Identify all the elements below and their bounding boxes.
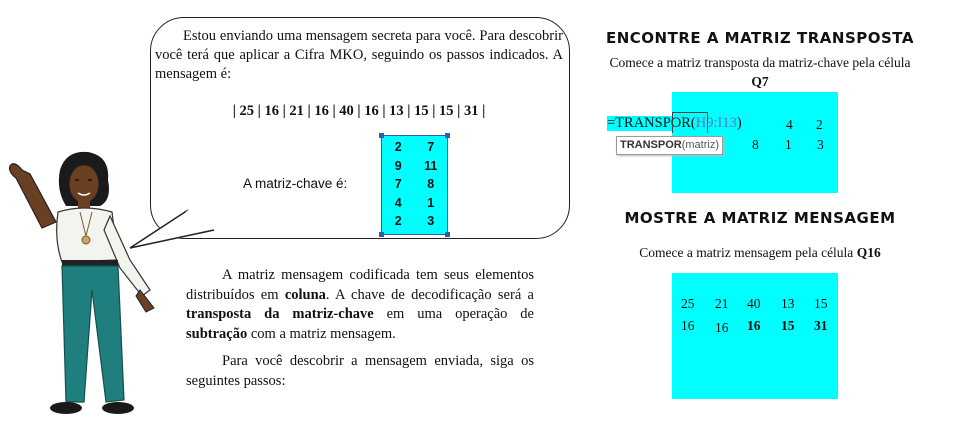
teacher-illustration xyxy=(0,150,170,423)
transposta-value: 2 xyxy=(816,117,823,132)
mensagem-value: 40 xyxy=(747,296,761,311)
key-matrix[interactable] xyxy=(381,135,448,235)
transposta-value: 3 xyxy=(817,137,824,152)
key-cell: 9 xyxy=(394,158,402,173)
key-cell: 2 xyxy=(394,140,402,155)
mensagem-value: 13 xyxy=(781,296,795,311)
transposta-cell: Q7 xyxy=(751,74,769,89)
bubble-intro-text: Estou enviando uma mensagem secreta para você. Para descobrir você terá que aplicar a Cifra MKO, seguindo os passos indicados. A mensagem é: xyxy=(155,28,563,82)
steps-paragraph: Para você descobrir a mensagem enviada, siga os seguintes passos: xyxy=(186,353,534,389)
transposta-instruction: Comece a matriz transposta da matriz-chave pela célula xyxy=(609,55,911,70)
mensagem-instruction: Comece a matriz mensagem pela célula Q16 xyxy=(639,245,881,260)
key-matrix-label: A matriz-chave é: xyxy=(243,176,348,191)
transposta-title: ENCONTRE A MATRIZ TRANSPOSTA xyxy=(605,29,914,47)
mensagem-value: 31 xyxy=(814,318,828,333)
key-cell: 4 xyxy=(394,195,402,210)
key-cell: 1 xyxy=(427,195,435,210)
key-cell: 11 xyxy=(424,158,438,173)
transposta-value: 1 xyxy=(785,137,792,152)
mensagem-value: 16 xyxy=(747,318,761,333)
resize-handle[interactable] xyxy=(445,133,450,138)
key-cell: 8 xyxy=(427,177,435,192)
mensagem-area[interactable] xyxy=(672,273,838,399)
secret-message: | 25 | 16 | 21 | 16 | 40 | 16 | 13 | 15 | 15 | 31 | xyxy=(232,103,486,119)
resize-handle[interactable] xyxy=(445,232,450,237)
mensagem-value: 16 xyxy=(715,320,729,335)
mensagem-value: 21 xyxy=(715,296,729,311)
instructions-paragraph: A matriz mensagem codificada tem seus elementos distribuídos em coluna. A chave de decodificação será a transposta da matriz-chave em uma operação de subtração com a matriz mensagem. xyxy=(186,267,534,342)
formula-input[interactable]: =TRANSPOR(H9:I13) xyxy=(607,115,742,131)
transposta-value: 4 xyxy=(786,117,793,132)
function-tooltip: TRANSPOR(matriz) xyxy=(616,136,723,155)
speech-bubble-tail xyxy=(128,200,218,255)
resize-handle[interactable] xyxy=(379,232,384,237)
resize-handle[interactable] xyxy=(379,133,384,138)
key-cell: 7 xyxy=(427,140,435,155)
mensagem-value: 25 xyxy=(681,296,695,311)
key-cell: 3 xyxy=(427,214,435,229)
mensagem-value: 15 xyxy=(814,296,828,311)
mensagem-value: 16 xyxy=(681,318,695,333)
transposta-value: 8 xyxy=(752,137,759,152)
mensagem-title: MOSTRE A MATRIZ MENSAGEM xyxy=(624,209,896,227)
key-cell: 7 xyxy=(394,177,402,192)
cell-cursor xyxy=(672,112,708,133)
key-cell: 2 xyxy=(394,214,402,229)
mensagem-value: 15 xyxy=(781,318,795,333)
